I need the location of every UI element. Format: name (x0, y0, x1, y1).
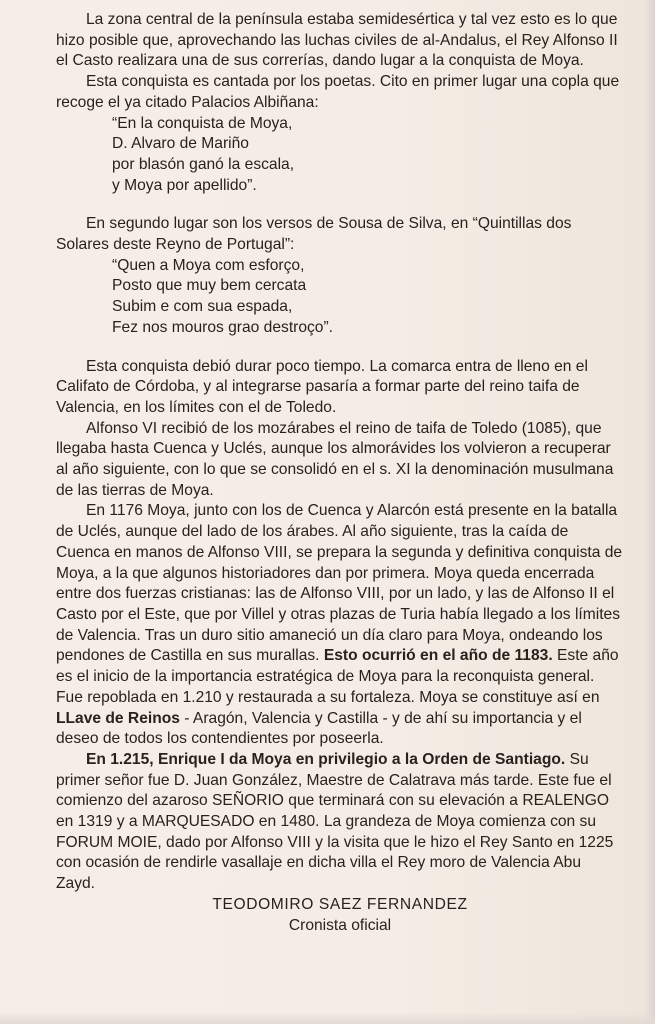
copla-line: y Moya por apellido”. (112, 176, 257, 194)
paragraph-text: En 1176 Moya, junto con los de Cuenca y Alarcón está presente en la batalla de Uclés, aunque del lado de los árabes. Al año siguiente, tras la caída de Cuenca en manos de Alfonso VIII, se prepara la segunda y definitiva conquista de Moya, a la que algunos historiadores dan por primera. Moya queda encerrada entre dos fuerzas cristianas: las de Alfonso VIII, por un lado, y las de Alfonso II el Casto por el Este, que por Villel y otras plazas de Turia había llegado a los límites de Valencia. Tras un duro sitio amaneció un día claro para Moya, ondeando los pendones de Castilla en sus murallas. (56, 502, 623, 665)
highlighted-date: Esto ocurrió en el año de 1183. (323, 647, 553, 665)
page-bottom-edge (0, 1012, 655, 1024)
copla-line: Subim e com sua espada, (112, 298, 293, 316)
copla-line: “En la conquista de Moya, (112, 114, 293, 132)
copla-line: Posto que muy bem cercata (112, 277, 307, 295)
paragraph (56, 501, 624, 749)
paragraph-text: Su primer señor fue D. Juan González, Maestre de Calatrava más tarde. Este fue el comienzo del azaroso SEÑORIO que terminará con su elevación a REALENGO en 1319 y a MARQUESADO en 1480. La grandeza de Moya comienza con su FORUM MOIE, dado por Alfonso VIII y la visita que le hizo el Rey Santo en 1225 con ocasión de rendirle vasallaje en dicha villa el Rey moro de Valencia Abu Zayd. (56, 750, 614, 893)
copla-line: “Quen a Moya com esforço, (112, 256, 305, 274)
paragraph: La zona central de la península estaba semidesértica y tal vez esto es lo que hizo posible que, aprovechando las luchas civiles de al-Andalus, el Rey Alfonso II el Casto realizara una de sus correrías, dando lugar a la conquista de Moya. (56, 11, 618, 70)
paragraph (56, 750, 624, 895)
paragraph: Alfonso VI recibió de los mozárabes el reino de taifa de Toledo (1085), que llegaba hasta Cuenca y Uclés, aunque los almorávides los volvieron a recuperar al año siguiente, con lo que se consolidó en el s. XI la denominación musulmana de las tierras de Moya. (56, 419, 614, 499)
paragraph-text: Este año es el inicio de la importancia estratégica de Moya para la reconquista general. Fue repoblada en 1.210 y restaurada a su fortaleza. Moya se constituye así en (56, 647, 619, 706)
highlighted-term: LLave de Reinos (56, 709, 180, 727)
article-body (56, 10, 624, 936)
copla-line: D. Alvaro de Mariño (112, 135, 249, 153)
signature-title: Cronista oficial (288, 916, 392, 934)
page-edge-shadow (645, 0, 655, 1024)
highlighted-sentence: En 1.215, Enrique I da Moya en privilegio a la Orden de Santiago. (86, 750, 566, 768)
paragraph: Esta conquista debió durar poco tiempo. La comarca entra de lleno en el Califato de Córdoba, y al integrarse pasaría a formar parte del reino taifa de Valencia, en los límites con el de Toledo. (56, 357, 588, 416)
copla-line: Fez nos mouros grao destroço”. (112, 318, 334, 336)
paragraph: Esta conquista es cantada por los poetas. Cito en primer lugar una copla que recoge el ya citado Palacios Albiñana: (56, 73, 620, 111)
copla-line: por blasón ganó la escala, (112, 155, 295, 173)
paragraph: En segundo lugar son los versos de Sousa de Silva, en “Quintillas dos Solares deste Reyno de Portugal”: (56, 215, 572, 254)
paragraph-text: - Aragón, Valencia y Castilla - y de ahí su importancia y el deseo de todos los contendientes por poseerla. (56, 709, 582, 748)
spacer (56, 339, 624, 357)
signature-name: TEODOMIRO SAEZ FERNANDEZ (212, 895, 468, 913)
spacer (56, 196, 624, 214)
